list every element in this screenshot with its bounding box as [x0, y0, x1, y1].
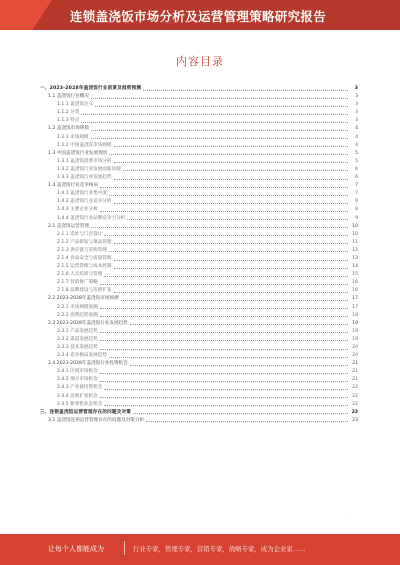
toc-entry[interactable]	[38, 376, 358, 384]
toc-leader-dots	[109, 154, 348, 155]
toc-leader-dots	[91, 138, 348, 139]
toc-entry[interactable]	[38, 150, 358, 158]
toc-entry-label: 3.1 盖浇饭连锁运营管理存在的问题及对策分析	[48, 417, 145, 423]
toc-leader-dots	[91, 130, 348, 131]
toc-leader-dots	[100, 211, 348, 212]
toc-entry-page: 4	[355, 142, 358, 148]
toc-entry-page: 21	[352, 369, 358, 375]
toc-entry[interactable]	[38, 190, 358, 198]
toc-leader-dots	[123, 170, 348, 171]
toc-entry[interactable]	[38, 215, 358, 223]
toc-entry-label: 1.1.3 特点	[57, 118, 80, 124]
toc-entry[interactable]	[38, 409, 358, 417]
toc-leader-dots	[100, 284, 348, 285]
toc-entry-label: 2.1.7 营销推广策略	[57, 280, 98, 286]
toc-entry-page: 19	[352, 320, 358, 326]
toc-entry-page: 23	[352, 417, 358, 423]
toc-leader-dots	[114, 268, 349, 269]
toc-entry-label: 1.3.1 盖浇饭消费市场分析	[57, 158, 112, 164]
toc-entry[interactable]	[38, 295, 358, 303]
toc-entry[interactable]	[38, 125, 358, 133]
toc-leader-dots	[100, 316, 348, 317]
toc-entry[interactable]	[38, 271, 358, 279]
toc-entry[interactable]	[38, 360, 358, 368]
toc-entry-label: 1.1.2 分类	[57, 110, 80, 116]
toc-entry-page: 17	[352, 304, 358, 310]
toc-entry[interactable]	[38, 93, 358, 101]
toc-entry[interactable]	[38, 142, 358, 150]
toc-entry-label: 1.1 盖浇饭行业概况	[48, 94, 89, 100]
toc-entry-page: 23	[351, 409, 358, 415]
toc-entry[interactable]	[38, 198, 358, 206]
toc-entry-label: 2.1.2 产品研发与菜品管理	[57, 239, 112, 245]
toc-leader-dots	[109, 357, 348, 358]
toc-entry-page: 21	[352, 361, 358, 367]
toc-leader-dots	[100, 381, 348, 382]
toc-entry-label: 2.4.5 新零售业态机会	[57, 401, 103, 407]
toc-entry-label: 2.2.2 消费趋势预测	[57, 312, 98, 318]
toc-leader-dots	[114, 162, 349, 163]
toc-entry-page: 9	[355, 215, 358, 221]
toc-entry-label: 1.1.1 盖浇饭定义	[57, 102, 94, 108]
toc-entry-page: 19	[352, 336, 358, 342]
footer-banner	[0, 534, 400, 565]
toc-entry-page: 20	[352, 353, 358, 359]
toc-entry-label: 2.1.3 供应链与采购管理	[57, 247, 107, 253]
toc-entry-page: 6	[355, 175, 358, 181]
toc-entry-page: 13	[352, 255, 358, 261]
toc-entry[interactable]	[38, 401, 358, 409]
toc-leader-dots	[130, 365, 348, 366]
toc-entry[interactable]	[38, 312, 358, 320]
toc-entry-page: 19	[352, 328, 358, 334]
toc-entry-label: 1.3.2 盖浇饭行业发展面临问题	[57, 166, 121, 172]
toc-leader-dots	[114, 146, 349, 147]
toc-entry-label: 2.4.4 连锁扩张机会	[57, 393, 98, 399]
toc-entry[interactable]	[38, 417, 358, 425]
toc-entry-label: 2.2.1 市场规模预测	[57, 304, 98, 310]
toc-entry-page: 17	[352, 296, 358, 302]
footer-divider	[124, 541, 125, 555]
toc-leader-dots	[100, 373, 348, 374]
toc-leader-dots	[127, 219, 348, 220]
toc-entry[interactable]	[38, 393, 358, 401]
toc-entry-label: 2.1.5 运营管理与成本控制	[57, 264, 112, 270]
toc-entry-page: 3	[355, 118, 358, 124]
report-header	[0, 0, 400, 30]
toc-entry[interactable]	[38, 328, 358, 336]
toc-leader-dots	[95, 106, 348, 107]
toc-entry[interactable]	[38, 320, 358, 328]
toc-entry-page: 8	[355, 199, 358, 205]
toc-entry-label: 2.4 2023-2028年盖浇饭行业投资机会	[48, 361, 128, 367]
toc-entry[interactable]	[38, 336, 358, 344]
toc-entry-page: 22	[352, 401, 358, 407]
toc-leader-dots	[100, 349, 348, 350]
toc-leader-dots	[114, 260, 349, 261]
toc-entry[interactable]	[38, 109, 358, 117]
toc-entry-label: 1.4 盖浇饭行业竞争格局	[48, 183, 99, 189]
page-marker: ·	[344, 512, 346, 517]
toc-leader-dots	[81, 114, 348, 115]
toc-entry-label: 2.1.6 人员培训与管理	[57, 272, 103, 278]
footer-slogan: 让每个人都能成为	[48, 545, 104, 553]
toc-leader-dots	[91, 227, 348, 228]
toc-entry-label: 三、连锁盖浇饭运营管理存在的问题及对策	[40, 409, 132, 415]
toc-leader-dots	[121, 300, 348, 301]
toc-entry-page: 8	[355, 207, 358, 213]
toc-entry-label: 1.2.2 中国盖浇饭市场规模	[57, 142, 112, 148]
toc-heading: 内容目录	[176, 55, 224, 68]
toc-entry[interactable]	[38, 304, 358, 312]
toc-entry[interactable]	[38, 263, 358, 271]
toc-entry-label: 2.4.2 细分市场机会	[57, 377, 98, 383]
toc-leader-dots	[143, 90, 348, 91]
toc-leader-dots	[104, 276, 348, 277]
toc-entry-label: 2.2 2023-2028年盖浇饭市场预测	[48, 296, 119, 302]
table-of-contents	[38, 85, 358, 425]
toc-entry-label: 1.2.1 市场规模	[57, 134, 89, 140]
toc-entry[interactable]	[38, 344, 358, 352]
toc-leader-dots	[109, 195, 348, 196]
toc-entry-page: 14	[352, 264, 358, 270]
toc-entry-page: 3	[354, 86, 358, 91]
toc-leader-dots	[100, 308, 348, 309]
toc-leader-dots	[114, 203, 349, 204]
toc-entry-page: 6	[355, 166, 358, 172]
toc-entry-page: 5	[355, 158, 358, 164]
toc-entry-page: 10	[352, 223, 358, 229]
toc-entry-page: 15	[352, 272, 358, 278]
toc-entry-label: 2.3.1 产品发展趋势	[57, 328, 98, 334]
toc-entry[interactable]	[38, 85, 358, 93]
toc-entry-label: 1.4.2 盖浇饭行业竞争分析	[57, 199, 112, 205]
toc-entry-label: 一、2023-2028年盖浇饭行业前景及趋势预测	[40, 86, 142, 91]
toc-entry-label: 2.1.4 食品安全与质量管理	[57, 255, 112, 261]
toc-entry-page: 11	[352, 239, 358, 245]
toc-entry[interactable]	[38, 384, 358, 392]
toc-entry-label: 2.1.8 品牌建设与连锁扩张	[57, 288, 112, 294]
toc-leader-dots	[91, 98, 348, 99]
toc-leader-dots	[100, 332, 348, 333]
toc-entry-label: 2.3 2023-2028年盖浇饭行业发展趋势	[48, 320, 128, 326]
toc-entry[interactable]	[38, 134, 358, 142]
toc-leader-dots	[100, 187, 348, 188]
toc-entry[interactable]	[38, 182, 358, 190]
toc-entry[interactable]	[38, 255, 358, 263]
toc-entry-page: 4	[355, 134, 358, 140]
toc-entry[interactable]	[38, 223, 358, 231]
toc-entry-label: 2.1 盖浇饭运营管理	[48, 223, 89, 229]
toc-entry[interactable]	[38, 101, 358, 109]
toc-leader-dots	[104, 405, 348, 406]
toc-entry-page: 21	[352, 377, 358, 383]
toc-entry-page: 4	[355, 126, 358, 132]
report-title: 连锁盖浇饭市场分析及运营管理策略研究报告	[70, 9, 327, 24]
toc-entry-label: 1.4.1 盖浇饭行业集中度	[57, 191, 107, 197]
toc-entry-page: 18	[352, 312, 358, 318]
toc-entry[interactable]	[38, 158, 358, 166]
toc-leader-dots	[133, 413, 348, 414]
toc-entry[interactable]	[38, 166, 358, 174]
toc-leader-dots	[114, 179, 349, 180]
toc-entry[interactable]	[38, 174, 358, 182]
toc-entry-label: 1.3 中国盖浇饭行业发展现状	[48, 150, 108, 156]
toc-entry-page: 16	[352, 280, 358, 286]
toc-entry-label: 2.4.1 区域市场机会	[57, 369, 98, 375]
toc-leader-dots	[104, 389, 348, 390]
toc-entry-label: 1.3.3 盖浇饭行业发展趋势	[57, 175, 112, 181]
toc-leader-dots	[114, 292, 349, 293]
toc-entry-page: 3	[355, 102, 358, 108]
toc-entry-page: 3	[355, 110, 358, 116]
toc-entry-label: 1.2 盖浇饭市场规模	[48, 126, 89, 132]
toc-entry-page: 7	[355, 183, 358, 189]
toc-entry[interactable]	[38, 231, 358, 239]
toc-entry-page: 10	[352, 231, 358, 237]
toc-entry-page: 22	[352, 393, 358, 399]
toc-leader-dots	[104, 235, 348, 236]
toc-leader-dots	[146, 421, 348, 422]
toc-leader-dots	[114, 243, 349, 244]
toc-entry-page: 12	[352, 247, 358, 253]
footer-tagline: 行业专家，管理专家，营销专家，战略专家，成为企业家……	[133, 545, 306, 553]
toc-entry-page: 5	[355, 150, 358, 156]
toc-entry-label: 2.3.2 渠道发展趋势	[57, 336, 98, 342]
toc-entry[interactable]	[38, 206, 358, 214]
toc-entry-page: 20	[352, 345, 358, 350]
toc-entry[interactable]	[38, 279, 358, 287]
toc-leader-dots	[100, 340, 348, 341]
toc-entry[interactable]	[38, 352, 358, 360]
toc-entry-label: 2.3.3 技术发展趋势	[57, 345, 98, 350]
toc-entry-label: 1.4.4 盖浇饭行业品牌竞争力分析	[57, 215, 126, 221]
toc-leader-dots	[100, 397, 348, 398]
toc-entry[interactable]	[38, 368, 358, 376]
toc-entry-label: 2.3.4 竞争格局发展趋势	[57, 353, 107, 359]
toc-entry-label: 1.4.3 主要企业分析	[57, 207, 98, 213]
toc-entry-page: 7	[355, 191, 358, 197]
toc-entry-label: 2.4.3 产业链投资机会	[57, 385, 103, 391]
toc-entry-page: 22	[352, 385, 358, 391]
toc-entry-page: 16	[352, 288, 358, 294]
toc-entry[interactable]	[38, 287, 358, 295]
toc-entry[interactable]	[38, 117, 358, 125]
toc-entry[interactable]	[38, 239, 358, 247]
toc-leader-dots	[109, 251, 348, 252]
toc-leader-dots	[130, 324, 348, 325]
header-accent-shape	[0, 0, 52, 30]
toc-entry-label: 2.1.1 选址与门店设计	[57, 231, 103, 237]
toc-entry-page: 3	[355, 94, 358, 100]
toc-leader-dots	[81, 122, 348, 123]
toc-entry[interactable]	[38, 247, 358, 255]
